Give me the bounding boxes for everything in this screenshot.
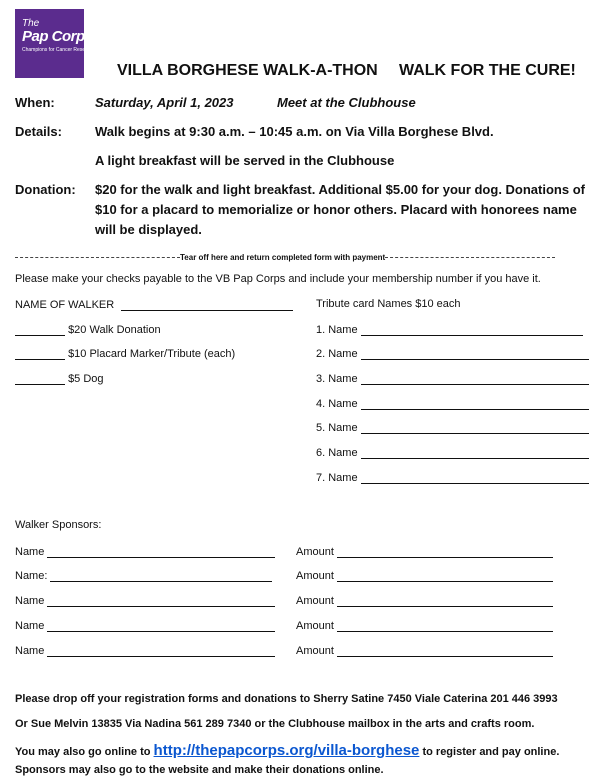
tribute-name-field[interactable] [361,323,583,336]
sponsor-name-field[interactable] [47,619,275,632]
tribute-label: 6. Name [316,447,358,459]
tear-off-text: Tear off here and return completed form with payment [180,253,386,262]
option-label: $10 Placard Marker/Tribute (each) [68,348,236,360]
walker-name-row [15,298,293,311]
option-row [15,372,104,385]
details-line2: A light breakfast will be served in the Clubhouse [95,153,395,168]
tribute-name-field[interactable] [361,471,589,484]
option-blank-walk[interactable] [15,323,65,336]
pap-corps-logo [15,9,95,78]
footer-line3-post: to register and pay online. [422,746,560,758]
sponsor-amount-field[interactable] [337,594,553,607]
donation-line2: $10 for a placard to memorialize or honor others. Placard with honorees name [95,202,577,217]
footer-line1: Please drop off your registration forms and donations to Sherry Satine 7450 Viale Caterina 201 446 3993 [15,693,558,705]
sponsor-name-row [15,619,275,632]
logo-line2: Pap Corps [22,28,93,45]
tribute-header: Tribute card Names $10 each [316,298,461,310]
donation-line1: $20 for the walk and light breakfast. Additional $5.00 for your dog. Donations of [95,182,585,197]
sponsor-amount-row [296,619,553,632]
sponsor-amount-field[interactable] [337,569,553,582]
sponsor-name-label: Name [15,546,45,558]
sponsor-name-label: Name [15,645,45,657]
details-label: Details: [15,124,62,139]
tribute-row [316,471,589,484]
tear-dash-left [15,257,180,258]
sponsor-name-row [15,545,275,558]
sponsor-amount-label: Amount [296,595,334,607]
tribute-name-field[interactable] [361,446,589,459]
sponsor-amount-field[interactable] [337,619,553,632]
tribute-label: 5. Name [316,422,358,434]
sponsor-name-field[interactable] [47,545,275,558]
sponsor-name-label: Name [15,620,45,632]
sponsor-amount-row [296,594,553,607]
page-title-right: WALK FOR THE CURE! [399,62,576,79]
sponsor-amount-label: Amount [296,645,334,657]
event-date: Saturday, April 1, 2023 [95,95,234,110]
when-label: When: [15,95,55,110]
logo-line1: The [22,18,40,29]
tribute-row [316,372,589,385]
tear-off-line [15,253,555,262]
form-instructions: Please make your checks payable to the VB Pap Corps and include your membership number if you have it. [15,273,541,285]
donation-line3: will be displayed. [95,222,202,237]
walker-name-label: NAME OF WALKER [15,299,115,311]
sponsors-label: Walker Sponsors: [15,519,102,531]
option-label: $20 Walk Donation [68,324,161,336]
sponsor-amount-row [296,644,553,657]
option-blank-placard[interactable] [15,347,65,360]
sponsor-amount-label: Amount [296,570,334,582]
tribute-row [316,323,583,336]
option-row [15,323,161,336]
sponsor-amount-row [296,545,553,558]
footer-line3 [15,742,559,759]
sponsor-amount-row [296,569,553,582]
footer-line4: Sponsors may also go to the website and make their donations online. [15,764,384,776]
details-line1: Walk begins at 9:30 a.m. – 10:45 a.m. on Via Villa Borghese Blvd. [95,124,494,139]
sponsor-amount-label: Amount [296,546,334,558]
tear-dash-right [385,257,555,258]
tribute-row [316,446,589,459]
sponsor-name-row [15,594,275,607]
tribute-label: 4. Name [316,398,358,410]
option-row [15,347,235,360]
sponsor-name-label: Name [15,595,45,607]
tribute-name-field[interactable] [361,347,589,360]
page-title-left: VILLA BORGHESE WALK-A-THON [117,62,378,79]
footer-line3-pre: You may also go online to [15,746,151,758]
sponsor-amount-field[interactable] [337,545,553,558]
tribute-name-field[interactable] [361,372,589,385]
tribute-label: 2. Name [316,348,358,360]
option-label: $5 Dog [68,373,104,385]
tribute-row [316,421,589,434]
sponsor-name-field[interactable] [50,569,272,582]
sponsor-name-row [15,569,272,582]
tribute-row [316,347,589,360]
tribute-label: 7. Name [316,472,358,484]
footer-line2: Or Sue Melvin 13835 Via Nadina 561 289 7340 or the Clubhouse mailbox in the arts and crafts room. [15,718,535,730]
event-place: Meet at the Clubhouse [277,95,416,110]
sponsor-amount-label: Amount [296,620,334,632]
sponsor-name-field[interactable] [47,644,275,657]
registration-link[interactable]: http://thepapcorps.org/villa-borghese [153,742,420,759]
tribute-name-field[interactable] [361,421,589,434]
tribute-label: 3. Name [316,373,358,385]
tribute-label: 1. Name [316,324,358,336]
walker-name-field[interactable] [121,298,293,311]
tribute-name-field[interactable] [361,397,589,410]
option-blank-dog[interactable] [15,372,65,385]
donation-label: Donation: [15,182,76,197]
sponsor-name-row [15,644,275,657]
sponsor-name-field[interactable] [47,594,275,607]
sponsor-name-label: Name: [15,570,48,582]
tribute-row [316,397,589,410]
logo-line3: Champions for Cancer Research [22,47,95,53]
sponsor-amount-field[interactable] [337,644,553,657]
